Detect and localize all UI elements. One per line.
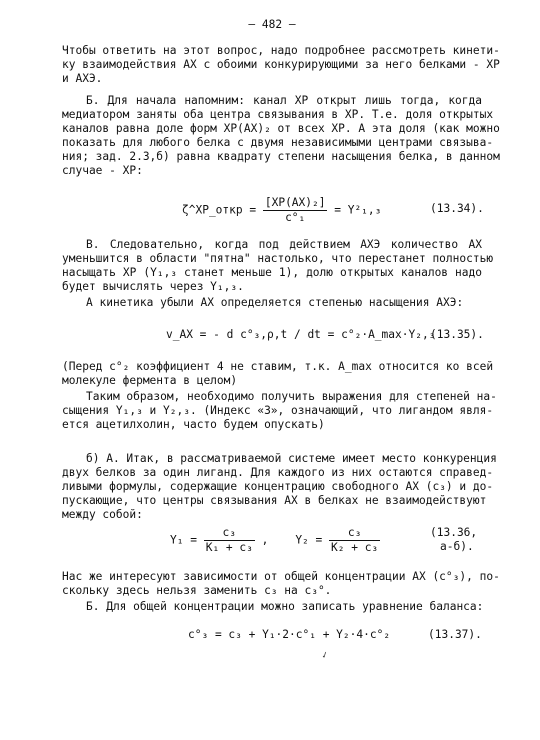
equation-13-37: c°₃ = c₃ + Y₁·2·c°₁ + Y₂·4·c°₂ <box>188 628 391 641</box>
text-line: Нас же интересуют зависимости от общей концентрации АХ (c°₃), по- <box>62 570 500 583</box>
text-line: ливыми формулы, содержащие концентрацию свободного АХ (c₃) и до- <box>62 480 494 493</box>
text-line: Чтобы ответить на этот вопрос, надо подробнее рассмотреть кинети- <box>62 44 500 57</box>
equation-number: (13.34). <box>430 202 484 215</box>
text-line: скольку здесь нельзя заменить c₃ на c₃°. <box>62 584 332 597</box>
text-line: показать для любого белка с двумя независимыми центрами связыва- <box>62 136 494 149</box>
text-line: Таким образом, необходимо получить выражения для степеней на- <box>86 390 497 403</box>
eq-fraction: $\frac{\text{c₃}}{\text{K₁ + c₃}}$ <box>205 526 253 554</box>
equation-13-34: ζ^ХР_откр = $\frac{\text{[XP(AX)₂]}}{\text{c°₁}}$ = Y²₁,₃ <box>182 196 382 224</box>
text-line: В. Следовательно, когда под действием АХЭ количество АХ <box>86 238 482 251</box>
text-line: ния; зад. 2.3,б) равна квадрату степени насыщения белка, в данном <box>62 150 500 163</box>
equation-number: (13.37). <box>428 628 482 641</box>
eq-fraction: $\frac{\text{[XP(AX)₂]}}{\text{c°₁}}$ <box>264 196 326 224</box>
text-line: А кинетика убыли АХ определяется степенью насыщения АХЭ: <box>86 296 464 309</box>
text-line: (Перед c°₂ коэффициент 4 не ставим, т.к. A_max относится ко всей <box>62 360 494 373</box>
stray-mark: ✓ <box>320 649 330 662</box>
eq-rhs: = Y²₁,₃ <box>334 203 382 217</box>
text-line: Б. Для общей концентрации можно записать уравнение баланса: <box>86 600 484 613</box>
text-line: медиатором заняты оба центра связывания в ХР. Т.е. доля открытых <box>62 108 494 121</box>
text-line: двух белков за один лиганд. Для каждого из них остаются справед- <box>62 466 494 479</box>
text-line: между собой: <box>62 508 143 521</box>
equation-number: (13.36, <box>430 526 478 539</box>
equation-13-35: v_AX = - d c°₃,ρ,t / dt = c°₂·A_max·Y₂,₃ <box>166 328 436 341</box>
text-line: и АХЭ. <box>62 72 103 85</box>
text-line: насыщать ХР (Y₁,₃ станет меньше 1), долю открытых каналов надо <box>62 266 482 279</box>
eq-lhs: ζ^ХР_откр <box>182 203 243 217</box>
text-line: ку взаимодействия АХ с обоими конкурирующими за него белками - ХР <box>62 58 500 71</box>
text-line: молекуле фермента в целом) <box>62 374 238 387</box>
equation-13-36: Y₁ = $\frac{\text{c₃}}{\text{K₁ + c₃}}$ , Y₂ = $\frac{\text{c₃}}{\text{K₂ + c₃}}$ <box>170 526 379 554</box>
text-line: будет вычислять через Y₁,₃. <box>62 280 244 293</box>
text-line: случае - ХР: <box>62 164 143 177</box>
text-line: каналов равна доле форм ХР(АХ)₂ от всех ХР. А эта доля (как можно <box>62 122 500 135</box>
text-line: ется ацетилхолин, часто будем опускать) <box>62 418 325 431</box>
text-line: сыщения Y₁,₃ и Y₂,₃. (Индекс «3», означающий, что лигандом явля- <box>62 404 494 417</box>
eq-fraction: $\frac{\text{c₃}}{\text{K₂ + c₃}}$ <box>331 526 379 554</box>
text-line: уменьшится в области "пятна" настолько, что перестанет полностью <box>62 252 494 265</box>
page-number: – 482 – <box>248 18 296 31</box>
text-line: б) А. Итак, в рассматриваемой системе имеет место конкуренция <box>86 452 497 465</box>
equation-number: (13.35). <box>430 328 484 341</box>
text-line: Б. Для начала напомним: канал ХР открыт лишь тогда, когда <box>86 94 482 107</box>
equation-number: а-б). <box>440 540 474 553</box>
text-line: пускающие, что центры связывания АХ в белках не взаимодействуют <box>62 494 487 507</box>
